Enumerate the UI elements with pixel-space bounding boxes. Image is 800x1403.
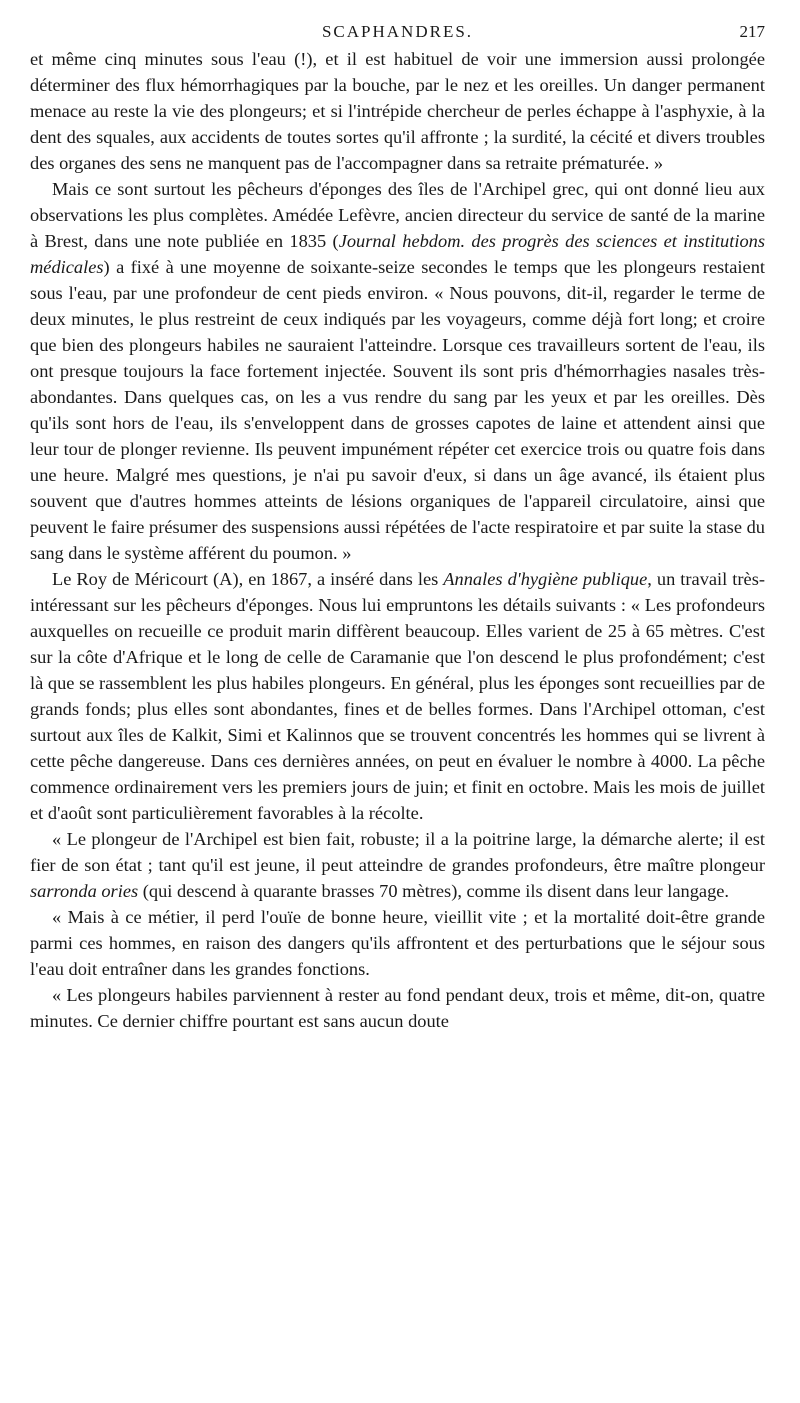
paragraph-minutes: « Les plongeurs habiles parviennent à rester au fond pendant deux, trois et même, dit-on, quatre minutes. Ce dernier chiffre pourtant est sans aucun doute: [30, 985, 765, 1031]
book-page: [30, 18, 765, 1034]
paragraph-plongeur: « Le plongeur de l'Archipel est bien fait, robuste; il a la poitrine large, la démarche alerte; il est fier de son état ; tant qu'il est jeune, il peut atteindre de grandes profondeurs, être maître plongeur sarronda ories (qui descend à quarante brasses 70 mètres), comme ils disent dans leur langage.: [30, 829, 765, 901]
paragraph-continued: et même cinq minutes sous l'eau (!), et il est habituel de voir une immersion aussi prolongée déterminer des flux hémorrhagiques par la bouche, par le nez et les oreilles. Un danger permanent menace au reste la vie des plongeurs; et si l'intrépide chercheur de perles échappe à l'asphyxie, à la dent des squales, aux accidents de toutes sortes qu'il affronte ; la surdité, la cécité et divers troubles des organes des sens ne manquent pas de l'accompagner dans sa retraite prématurée. »: [30, 49, 765, 173]
running-header: [30, 18, 765, 46]
sarronda-term: sarronda ories: [30, 881, 139, 901]
paragraph-le-roy: Le Roy de Méricourt (A), en 1867, a inséré dans les Annales d'hygiène publique, un travail très-intéressant sur les pêcheurs d'éponges. Nous lui empruntons les détails suivants : « Les profondeurs auxquelles on recueille ce produit marin diffèrent beaucoup. Elles varient de 25 à 65 mètres. C'est sur la côte d'Afrique et le long de celle de Caramanie que l'on descend le plus profondément; c'est là que se rassemblent les plus habiles plongeurs. En général, plus les éponges sont recueillies par de grands fonds; plus elles sont abondantes, fines et de belles formes. Dans l'Archipel ottoman, c'est surtout aux îles de Kalkit, Simi et Kalinnos que se trouvent concentrés les hommes qui se livrent à cette pêche dangereuse. Dans ces dernières années, on peut en évaluer le nombre à 4000. La pêche commence ordinairement vers les premiers jours de juin; et finit en octobre. Mais les mois de juillet et d'août sont particulièrement favorables à la récolte.: [30, 569, 765, 823]
journal-title: Journal hebdom. des progrès des sciences et institutions médicales: [30, 231, 766, 277]
running-title: SCAPHANDRES.: [321, 22, 474, 41]
paragraph-metier: « Mais à ce métier, il perd l'ouïe de bonne heure, vieillit vite ; et la mortalité doit-être grande parmi ces hommes, en raison des dangers qu'ils affrontent et des perturbations que le séjour sous l'eau doit entraîner dans les grandes fonctions.: [30, 907, 765, 979]
paragraph-lefevre: Mais ce sont surtout les pêcheurs d'éponges des îles de l'Archipel grec, qui ont donné lieu aux observations les plus complètes. Amédée Lefèvre, ancien directeur du service de santé de la marine à Brest, dans une note publiée en 1835 (Journal hebdom. des progrès des sciences et institutions médicales) a fixé à une moyenne de soixante-seize secondes le temps que les plongeurs restaient sous l'eau, par une profondeur de cent pieds environ. « Nous pouvons, dit-il, regarder le terme de deux minutes, le plus restreint de ceux indiqués par les voyageurs, comme déjà fort long; et croire que bien des plongeurs habiles ne sauraient l'atteindre. Lorsque ces travailleurs sortent de l'eau, ils ont presque toujours la face fortement injectée. Souvent ils sont pris d'hémorrhagies nasales très-abondantes. Dans quelques cas, on les a vus rendre du sang par les yeux et par les oreilles. Dès qu'ils sont hors de l'eau, ils s'enveloppent dans de grosses capotes de laine et attendent ainsi que leur tour de plonger revienne. Ils peuvent impunément répéter cet exercice trois ou quatre fois dans une heure. Malgré mes questions, je n'ai pu savoir d'eux, si dans un âge avancé, ils étaient plus souvent que d'autres hommes atteints de lésions organiques de l'appareil circulatoire, ainsi que peuvent le faire présumer des suspensions aussi répétées de l'acte respiratoire et par suite la stase du sang dans le système afférent du poumon. »: [30, 179, 766, 563]
page-number: 217: [739, 22, 765, 41]
annales-title: Annales d'hygiène publique: [443, 569, 648, 589]
